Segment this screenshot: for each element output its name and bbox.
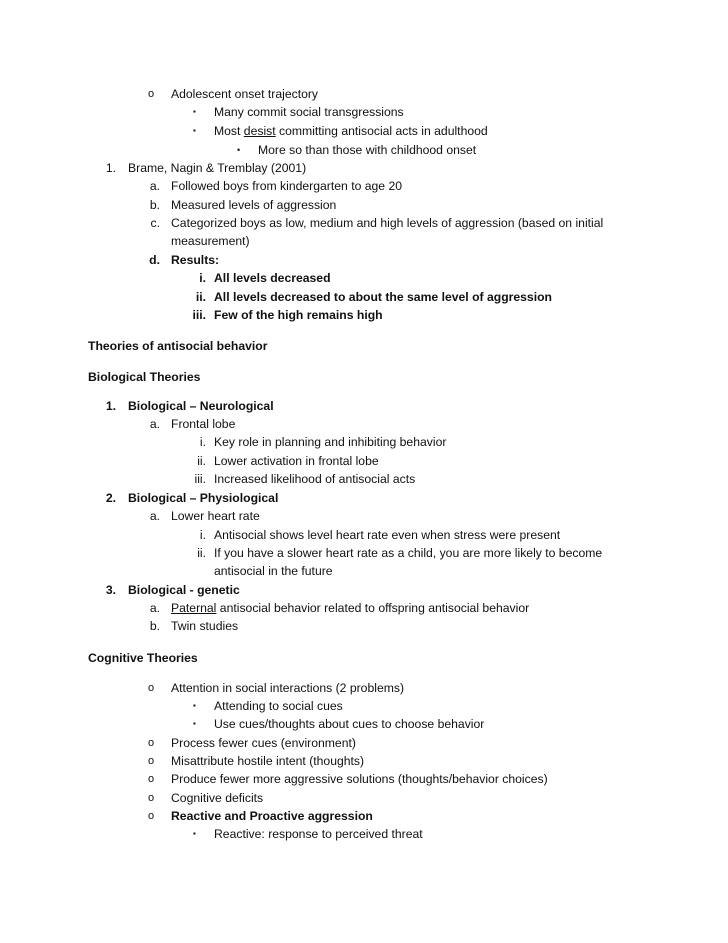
list-item xyxy=(0,177,728,195)
item-text: Frontal lobe xyxy=(171,417,236,431)
list-item xyxy=(0,581,728,599)
item-text: More so than those with childhood onset xyxy=(258,143,477,157)
heading-cognitive: Cognitive Theories xyxy=(88,651,198,665)
list-roman: i. xyxy=(199,271,206,285)
square-bullet-icon: ▪ xyxy=(193,701,196,710)
list-letter: a. xyxy=(149,179,160,193)
item-text: Attending to social cues xyxy=(214,699,343,713)
list-item xyxy=(0,433,728,451)
list-item xyxy=(0,752,728,770)
list-item xyxy=(0,269,728,287)
circle-bullet-icon: o xyxy=(148,88,155,100)
underlined-word: Paternal xyxy=(171,601,217,615)
item-text: Cognitive deficits xyxy=(171,791,264,805)
list-letter: a. xyxy=(149,509,160,523)
list-item xyxy=(0,697,728,715)
circle-bullet-icon: o xyxy=(148,773,155,785)
list-item xyxy=(0,715,728,733)
item-text: Attention in social interactions (2 problems) xyxy=(171,681,405,695)
list-item xyxy=(0,825,728,843)
item-text: Lower heart rate xyxy=(171,509,260,523)
circle-bullet-icon: o xyxy=(148,810,155,822)
list-item-continuation xyxy=(0,562,728,580)
dot-bullet-icon: • xyxy=(237,145,241,155)
square-bullet-icon: ▪ xyxy=(193,719,196,728)
item-text: Lower activation in frontal lobe xyxy=(214,454,379,468)
list-number: 2. xyxy=(105,491,116,505)
list-number: 3. xyxy=(105,583,116,597)
list-item xyxy=(0,159,728,177)
list-item xyxy=(0,770,728,788)
item-text: Twin studies xyxy=(171,619,239,633)
list-item xyxy=(0,103,728,121)
list-item xyxy=(0,141,728,159)
list-item xyxy=(0,507,728,525)
item-text: Paternal antisocial behavior related to offspring antisocial behavior xyxy=(171,601,530,615)
list-number: 1. xyxy=(105,161,116,175)
list-roman: i. xyxy=(199,528,206,542)
item-text: Key role in planning and inhibiting behavior xyxy=(214,435,447,449)
item-text: measurement) xyxy=(171,234,250,248)
item-text: Categorized boys as low, medium and high levels of aggression (based on initial xyxy=(171,216,604,230)
list-roman: ii. xyxy=(195,290,206,304)
square-bullet-icon: ▪ xyxy=(193,829,196,838)
list-item xyxy=(0,452,728,470)
item-text: antisocial in the future xyxy=(214,564,333,578)
list-letter: a. xyxy=(149,417,160,431)
item-text: Reactive and Proactive aggression xyxy=(171,809,373,823)
list-letter: a. xyxy=(149,601,160,615)
list-item xyxy=(0,679,728,697)
item-text: Reactive: response to perceived threat xyxy=(214,827,423,841)
item-text: Biological - genetic xyxy=(128,583,240,597)
item-text: Results: xyxy=(171,253,220,267)
item-text: Many commit social transgressions xyxy=(214,105,404,119)
underlined-word: desist xyxy=(243,124,276,138)
list-roman: i. xyxy=(199,435,206,449)
list-item xyxy=(0,196,728,214)
list-item xyxy=(0,734,728,752)
list-roman: ii. xyxy=(197,454,206,468)
list-item xyxy=(0,526,728,544)
item-text: If you have a slower heart rate as a child, you are more likely to become xyxy=(214,546,603,560)
item-text: All levels decreased to about the same level of aggression xyxy=(214,290,552,304)
list-roman: iii. xyxy=(192,308,206,322)
item-text: Increased likelihood of antisocial acts xyxy=(214,472,416,486)
square-bullet-icon: ▪ xyxy=(193,126,196,135)
list-item xyxy=(0,122,728,140)
list-item xyxy=(0,251,728,269)
circle-bullet-icon: o xyxy=(148,737,155,749)
list-number: 1. xyxy=(105,399,116,413)
item-text: Brame, Nagin & Tremblay (2001) xyxy=(128,161,307,175)
list-letter: d. xyxy=(149,253,160,267)
item-text: Biological – Physiological xyxy=(128,491,279,505)
circle-bullet-icon: o xyxy=(148,792,155,804)
list-item xyxy=(0,789,728,807)
item-text: Most desist committing antisocial acts in adulthood xyxy=(214,124,488,138)
list-item xyxy=(0,288,728,306)
item-text: Adolescent onset trajectory xyxy=(171,87,319,101)
item-text: Misattribute hostile intent (thoughts) xyxy=(171,754,365,768)
list-item xyxy=(0,306,728,324)
list-roman: ii. xyxy=(197,546,206,560)
item-text: Few of the high remains high xyxy=(214,308,383,322)
list-letter: b. xyxy=(149,198,160,212)
item-text: Process fewer cues (environment) xyxy=(171,736,356,750)
list-letter: c. xyxy=(150,216,160,230)
circle-bullet-icon: o xyxy=(148,682,155,694)
list-item-continuation xyxy=(0,232,728,250)
list-item xyxy=(0,617,728,635)
list-item xyxy=(0,397,728,415)
item-text: Followed boys from kindergarten to age 20 xyxy=(171,179,403,193)
item-text: Biological – Neurological xyxy=(128,399,274,413)
item-text: All levels decreased xyxy=(214,271,331,285)
item-text: Produce fewer more aggressive solutions (thoughts/behavior choices) xyxy=(171,772,548,786)
square-bullet-icon: ▪ xyxy=(193,107,196,116)
list-item xyxy=(0,85,728,103)
list-item xyxy=(0,807,728,825)
list-item xyxy=(0,415,728,433)
list-item xyxy=(0,470,728,488)
list-item xyxy=(0,214,728,232)
list-roman: iii. xyxy=(194,472,206,486)
list-item xyxy=(0,489,728,507)
item-text: Antisocial shows level heart rate even when stress were present xyxy=(214,528,561,542)
list-letter: b. xyxy=(149,619,160,633)
item-text: Use cues/thoughts about cues to choose behavior xyxy=(214,717,485,731)
heading-theories: Theories of antisocial behavior xyxy=(88,339,268,353)
item-text: Measured levels of aggression xyxy=(171,198,337,212)
list-item xyxy=(0,599,728,617)
circle-bullet-icon: o xyxy=(148,755,155,767)
list-item xyxy=(0,544,728,562)
heading-biological: Biological Theories xyxy=(88,370,201,384)
